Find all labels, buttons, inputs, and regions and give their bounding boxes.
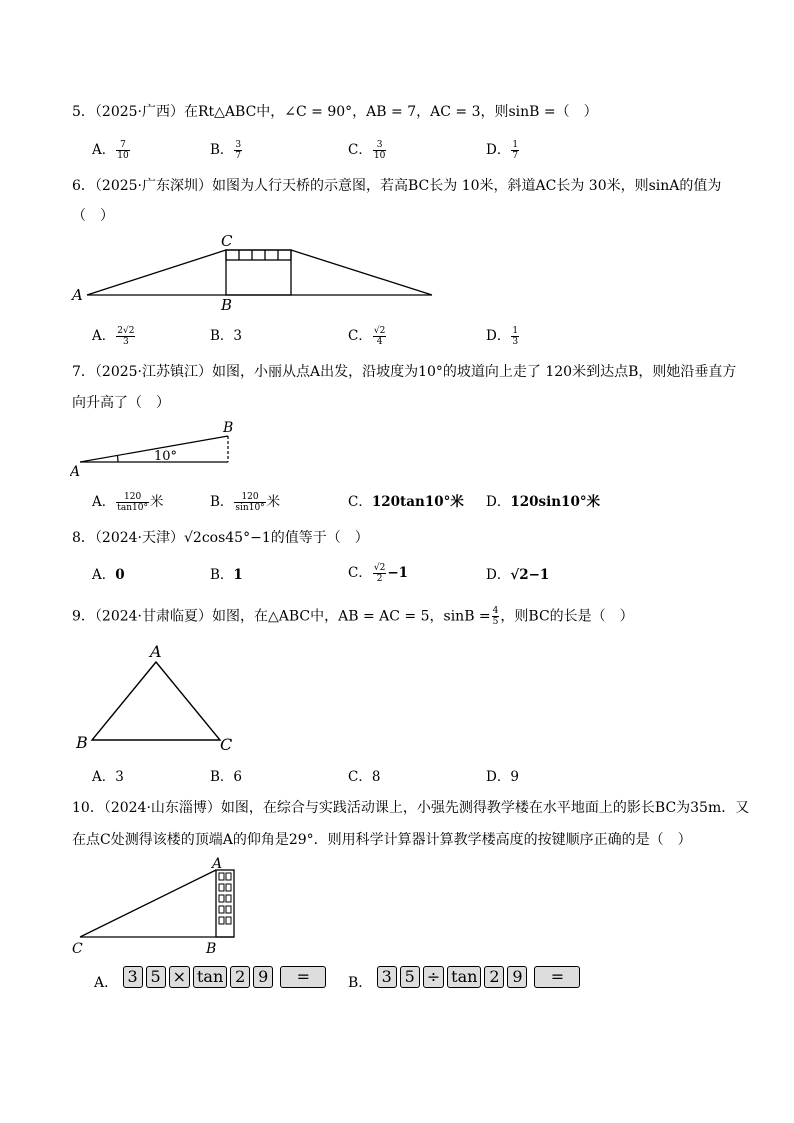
q9-label-b: B bbox=[76, 733, 88, 752]
q8-option-d: D．√2−1 bbox=[486, 567, 550, 583]
calc-key: tan bbox=[447, 966, 481, 988]
q9-label-a: A bbox=[150, 642, 162, 661]
q6-label-b: B bbox=[221, 296, 233, 314]
q9-option-b: B．6 bbox=[210, 769, 243, 785]
q10-option-a: A． 3 5 × tan 2 9 = bbox=[94, 966, 329, 992]
question-8-stem: 8．（2024·天津）√2cos45°−1的值等于（ ） bbox=[72, 530, 369, 546]
q7-option-b: B． $\frac{120}{\sin 10^\circ}$ 米 bbox=[210, 492, 281, 513]
q7-angle-label: 10° bbox=[154, 449, 178, 464]
calc-key: 9 bbox=[507, 966, 527, 988]
calc-key: 3 bbox=[377, 966, 397, 988]
q8-option-b: B．1 bbox=[210, 567, 243, 583]
q10-label-b: B bbox=[206, 941, 217, 957]
question-10-stem-line1: 10．（2024·山东淄博）如图，在综合与实践活动课上，小强先测得教学楼在水平地面上的影长BC为35m．又 bbox=[72, 800, 750, 816]
q10-label-c: C bbox=[72, 941, 83, 957]
q6-bridge-figure bbox=[70, 228, 440, 314]
q10-building-figure bbox=[68, 854, 248, 958]
calc-key: tan bbox=[193, 966, 227, 988]
question-9-stem: 9．（2024·甘肃临夏）如图，在△ABC中，AB = AC = 5，sinB = $\frac{4}{5}$ ，则BC的长是（ ） bbox=[72, 606, 634, 627]
calc-key: × bbox=[169, 966, 190, 988]
calc-key: 2 bbox=[230, 966, 250, 988]
calc-key: 5 bbox=[146, 966, 166, 988]
question-10-stem-line2: 在点C处测得该楼的顶端A的仰角是29°．则用科学计算器计算教学楼高度的按键顺序正确的是（ ） bbox=[72, 832, 692, 848]
q6-option-a: A． $\frac{2√2}{3}$ bbox=[92, 326, 135, 347]
q5-option-a: A． $\frac{7}{10}$ bbox=[92, 140, 129, 161]
q7-label-a: A bbox=[70, 464, 81, 478]
q7-label-b: B bbox=[223, 420, 234, 436]
q9-label-c: C bbox=[220, 735, 233, 754]
q7-slope-figure bbox=[70, 416, 245, 478]
q8-option-c: C． $\frac{√2}{2}$ −1 bbox=[348, 563, 409, 584]
question-7-stem-line2: 向升高了（ ） bbox=[72, 395, 170, 411]
calc-key: = bbox=[280, 966, 326, 988]
q6-option-b: B．3 bbox=[210, 328, 243, 344]
q6-option-c: C． $\frac{√2}{4}$ bbox=[348, 326, 386, 347]
q10-label-a: A bbox=[212, 856, 223, 872]
q9-option-a: A．3 bbox=[92, 769, 124, 785]
q9-triangle-figure bbox=[72, 640, 242, 758]
q8-option-a: A．0 bbox=[92, 567, 125, 583]
calc-key: 5 bbox=[400, 966, 420, 988]
question-6-stem-line1: 6．（2025·广东深圳）如图为人行天桥的示意图，若高BC长为 10米，斜道AC长为 30米，则sinA的值为 bbox=[72, 178, 722, 194]
calc-key: 3 bbox=[123, 966, 143, 988]
question-6-stem-line2: （ ） bbox=[72, 208, 114, 224]
q6-label-a: A bbox=[72, 286, 83, 304]
calc-key: 9 bbox=[253, 966, 273, 988]
q5-option-c: C． $\frac{3}{10}$ bbox=[348, 140, 386, 161]
calc-key: 2 bbox=[484, 966, 504, 988]
q6-option-d: D． $\frac{1}{3}$ bbox=[486, 326, 519, 347]
q7-option-c: C．120tan10°米 bbox=[348, 494, 464, 510]
q5-option-d: D． $\frac{1}{7}$ bbox=[486, 140, 519, 161]
question-5-stem: 5．（2025·广西）在Rt△ABC中，∠C = 90°，AB = 7，AC = 3，则sinB =（ ） bbox=[72, 104, 598, 120]
calc-key: = bbox=[534, 966, 580, 988]
q7-option-d: D．120sin10°米 bbox=[486, 494, 601, 510]
q6-label-c: C bbox=[221, 232, 233, 250]
question-7-stem-line1: 7．（2025·江苏镇江）如图，小丽从点A出发，沿坡度为10°的坡道向上走了 120米到达点B，则她沿垂直方 bbox=[72, 364, 737, 380]
q9-option-c: C．8 bbox=[348, 769, 381, 785]
q9-option-d: D．9 bbox=[486, 769, 519, 785]
calc-key: ÷ bbox=[423, 966, 444, 988]
q5-option-b: B． $\frac{3}{7}$ bbox=[210, 140, 242, 161]
q7-option-a: A． $\frac{120}{\tan 10^\circ}$ 米 bbox=[92, 492, 164, 513]
q10-option-b: B． 3 5 ÷ tan 2 9 = bbox=[348, 966, 583, 992]
